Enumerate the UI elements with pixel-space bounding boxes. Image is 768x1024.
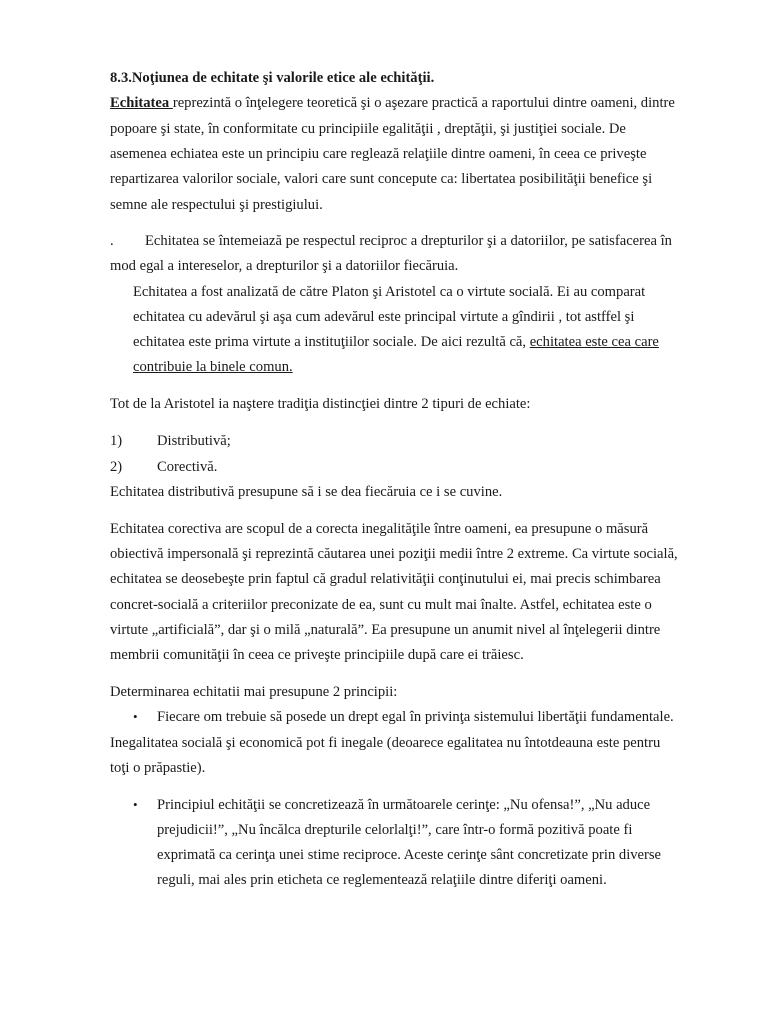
- bullet-2-symbol: •: [133, 797, 138, 812]
- paragraph-6-line-5: virtute „artificială”, dar şi o milă „naturală”. Ea presupune un anumit nivel al înţelegerii dintre: [110, 622, 661, 638]
- paragraph-2-dot: .: [110, 233, 114, 249]
- paragraph-6-line-2: obiectivă impersonală şi reprezintă căutarea unei poziţii medii între 2 extreme. Ca virtute socială,: [110, 546, 678, 562]
- paragraph-2-line-2: mod egal a intereselor, a drepturilor şi a datoriilor fiecăruia.: [110, 258, 459, 274]
- bullet-2-line-4: reguli, mai ales prin eticheta ce reglementează relaţiile dintre diferiţi oameni.: [157, 872, 607, 888]
- paragraph-1-line-1: [110, 94, 675, 112]
- bullet-2-line-3: exprimată ca cerinţa unei stime reciproce. Aceste cerinţe sânt concretizate prin diverse: [157, 847, 662, 863]
- paragraph-1-line-1-text: reprezintă o înţelegere teoretică şi o aşezare practică a raportului dintre oameni, dintre: [172, 95, 675, 111]
- paragraph-1-line-3: asemenea echiatea este un principiu care reglează relaţiile dintre oameni, în ceea ce priveşte: [110, 146, 647, 162]
- bullet-2-line-1: Principiul echităţii se concretizează în următoarele cerinţe: „Nu ofensa!”, „Nu aduce: [157, 797, 651, 813]
- bullet-1-line-1: Fiecare om trebuie să posede un drept egal în privinţa sistemului libertăţii fundamentale.: [157, 709, 674, 725]
- paragraph-1-line-5: semne ale respectului şi prestigiului.: [110, 197, 323, 213]
- paragraph-6-line-6: membrii comunităţii în ceea ce priveşte principiile după care ei trăiesc.: [110, 647, 524, 663]
- underlined-conclusion-part-1: echitatea este cea care: [529, 334, 659, 350]
- paragraph-6-line-1: Echitatea corectiva are scopul de a corecta inegalităţile între oameni, ea presupune o măsură: [110, 521, 649, 537]
- paragraph-7: Determinarea echitatii mai presupune 2 principii:: [110, 684, 398, 700]
- list-item-1-number: 1): [110, 433, 123, 449]
- list-item-2-text: Corectivă.: [157, 459, 218, 475]
- bullet-1-line-3: toţi o prăpastie).: [110, 760, 206, 776]
- paragraph-3-line-1: Echitatea a fost analizată de către Platon şi Aristotel ca o virtute socială. Ei au comparat: [133, 284, 646, 300]
- paragraph-3-line-3-text: echitatea este prima virtute a instituţiilor sociale. De aici rezultă că,: [133, 334, 530, 350]
- paragraph-3-line-3: [133, 333, 659, 351]
- bullet-2-line-2: prejudicii!”, „Nu încălca drepturile celorlalţi!”, care într-o formă pozitivă poate fi: [157, 822, 633, 838]
- paragraph-1-line-4: repartizarea valorilor sociale, valori care sunt concepute ca: libertatea posibilităţii benefice şi: [110, 171, 653, 187]
- bullet-1-symbol: •: [133, 709, 138, 724]
- paragraph-3-line-2: echitatea cu adevărul şi aşa cum adevărul este principal virtute a gîndirii , tot astffel şi: [133, 309, 635, 325]
- paragraph-4: Tot de la Aristotel ia naştere tradiţia distincţiei dintre 2 tipuri de echiate:: [110, 396, 531, 412]
- list-item-1-text: Distributivă;: [157, 433, 231, 449]
- term-echitatea: Echitatea: [110, 95, 173, 111]
- paragraph-6-line-4: concret-socială a criteriilor preconizate de ea, sunt cu mult mai înalte. Astfel, echitatea este o: [110, 597, 652, 613]
- underlined-conclusion-part-2: contribuie la binele comun.: [133, 359, 293, 375]
- paragraph-2-line-1: Echitatea se întemeiază pe respectul reciproc a drepturilor şi a datoriilor, pe satisfacerea în: [145, 233, 672, 249]
- paragraph-6-line-3: echitatea se deosebeşte prin faptul că gradul relativităţii conţinutului ei, mai precis schimbarea: [110, 571, 661, 587]
- list-item-2-number: 2): [110, 459, 123, 475]
- section-heading: 8.3.Noţiunea de echitate şi valorile etice ale echităţii.: [110, 70, 435, 86]
- bullet-1-line-2: Inegalitatea socială şi economică pot fi inegale (deoarece egalitatea nu întotdeauna este pentru: [110, 735, 661, 751]
- paragraph-1-line-2: popoare şi state, în conformitate cu principiile egalităţii , dreptăţii, şi justiţiei sociale. De: [110, 121, 626, 137]
- paragraph-5: Echitatea distributivă presupune să i se dea fiecăruia ce i se cuvine.: [110, 484, 503, 500]
